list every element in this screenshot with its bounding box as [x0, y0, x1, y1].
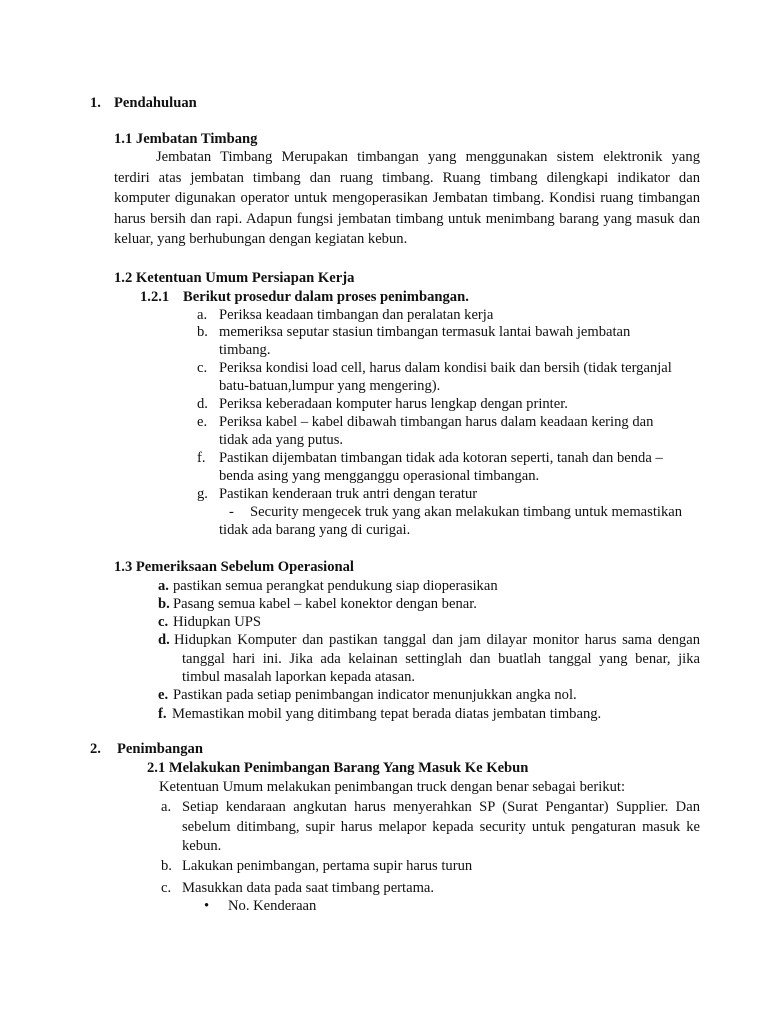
- list-item: Periksa keberadaan komputer harus lengkap dengan printer.: [219, 396, 568, 412]
- list-item: Pasang semua kabel – kabel konektor dengan benar.: [173, 596, 477, 612]
- list-item: pastikan semua perangkat pendukung siap dioperasikan: [173, 578, 498, 594]
- list-item: Pastikan dijembatan timbangan tidak ada kotoran seperti, tanah dan benda –: [219, 450, 663, 466]
- list-item: Periksa kondisi load cell, harus dalam kondisi baik dan bersih (tidak terganjal: [219, 360, 672, 376]
- list-marker: a.: [161, 799, 172, 815]
- list-item: Periksa kabel – kabel dibawah timbangan harus dalam keadaan kering dan: [219, 414, 654, 430]
- dash-item: Security mengecek truk yang akan melakukan timbang untuk memastikan: [250, 504, 683, 520]
- list-marker: c.: [161, 880, 172, 896]
- section-1-number: 1.: [90, 95, 101, 111]
- list-marker: c.: [197, 360, 208, 376]
- list-marker: a.: [158, 578, 169, 594]
- list-item: Pastikan pada setiap penimbangan indicator menunjukkan angka nol.: [173, 687, 577, 703]
- list-item: Setiap kendaraan angkutan harus menyerahkan SP (Surat Pengantar) Supplier. Dan: [182, 799, 700, 815]
- list-marker: b.: [197, 324, 208, 340]
- dash-marker: -: [229, 504, 234, 520]
- paragraph-line: komputer digunakan operator untuk mengoperasikan Jembatan timbang. Kondisi ruang timbangan: [114, 190, 700, 206]
- list-item: Memastikan mobil yang ditimbang tepat berada diatas jembatan timbang.: [172, 706, 602, 722]
- subsection-1-3-title: 1.3 Pemeriksaan Sebelum Operasional: [114, 559, 354, 575]
- bullet-item: No. Kenderaan: [228, 898, 317, 914]
- list-marker: d.: [197, 396, 208, 412]
- bullet-marker: •: [204, 898, 210, 914]
- list-item-continuation: timbul masalah laporkan kepada atasan.: [182, 669, 416, 685]
- subsection-1-2-1-title: Berikut prosedur dalam proses penimbangan.: [183, 289, 469, 305]
- list-item-continuation: kebun.: [182, 838, 222, 854]
- list-item: Hidupkan Komputer dan pastikan tanggal dan jam dilayar monitor harus sama dengan: [174, 632, 700, 648]
- list-item-continuation: tidak ada yang putus.: [219, 432, 344, 448]
- list-item: Lakukan penimbangan, pertama supir harus turun: [182, 858, 473, 874]
- list-item: Masukkan data pada saat timbang pertama.: [182, 880, 435, 896]
- list-item: Periksa keadaan timbangan dan peralatan kerja: [219, 307, 494, 323]
- intro-line: Ketentuan Umum melakukan penimbangan truck dengan benar sebagai berikut:: [159, 779, 626, 795]
- list-item: Hidupkan UPS: [173, 614, 261, 630]
- list-marker: e.: [158, 687, 169, 703]
- section-1-title: Pendahuluan: [114, 95, 197, 111]
- paragraph-line: terdiri atas jembatan timbang dan ruang timbang. Ruang timbang dilengkapi indikator dan: [114, 170, 700, 186]
- subsection-1-2-1-number: 1.2.1: [140, 289, 170, 305]
- list-marker: b.: [158, 596, 170, 612]
- list-item-continuation: benda asing yang mengganggu operasional timbangan.: [219, 468, 540, 484]
- subsection-1-1-title: 1.1 Jembatan Timbang: [114, 131, 258, 147]
- list-item-continuation: sebelum ditimbang, supir harus melapor kepada security untuk pengaturan masuk ke: [182, 819, 700, 835]
- section-2-title: Penimbangan: [117, 741, 203, 757]
- subsection-1-2-title: 1.2 Ketentuan Umum Persiapan Kerja: [114, 270, 355, 286]
- section-2-number: 2.: [90, 741, 101, 757]
- subsection-2-1-title: 2.1 Melakukan Penimbangan Barang Yang Masuk Ke Kebun: [147, 760, 529, 776]
- list-marker: e.: [197, 414, 208, 430]
- list-marker: d.: [158, 632, 170, 648]
- paragraph-line: Jembatan Timbang Merupakan timbangan yang menggunakan sistem elektronik yang: [156, 149, 700, 165]
- list-marker: f.: [158, 706, 167, 722]
- list-marker: g.: [197, 486, 208, 502]
- dash-item-continuation: tidak ada barang yang di curigai.: [219, 522, 411, 538]
- list-marker: c.: [158, 614, 169, 630]
- list-item-continuation: timbang.: [219, 342, 271, 358]
- paragraph-line: keluar, yang berhubungan dengan kegiatan kebun.: [114, 231, 408, 247]
- list-marker: f.: [197, 450, 206, 466]
- list-item-continuation: batu-batuan,lumpur yang mengering).: [219, 378, 441, 394]
- paragraph-line: harus bersih dan rapi. Adapun fungsi jembatan timbang untuk menimbang barang yang masuk dan: [114, 211, 700, 227]
- list-item-continuation: tanggal hari ini. Jika ada kelainan settinglah dan buatlah tanggal yang benar, jika: [182, 651, 700, 667]
- list-item: Pastikan kenderaan truk antri dengan teratur: [219, 486, 478, 502]
- list-marker: a.: [197, 307, 208, 323]
- list-marker: b.: [161, 858, 172, 874]
- list-item: memeriksa seputar stasiun timbangan termasuk lantai bawah jembatan: [219, 324, 631, 340]
